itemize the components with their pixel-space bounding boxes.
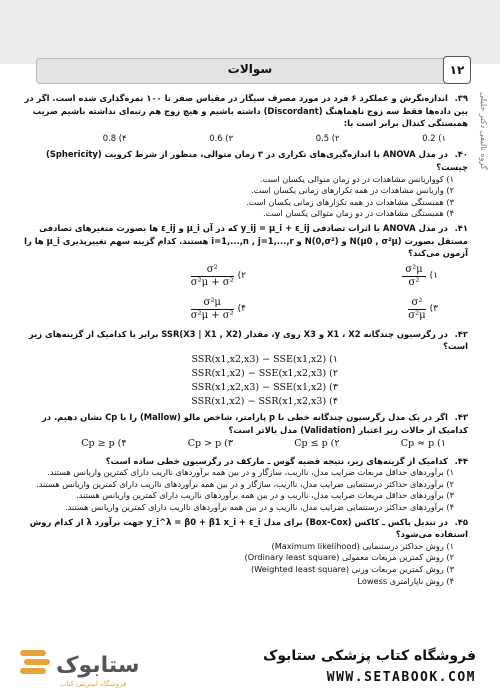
option: ۱) $\frac{\text{σ²μ}}{\text{σ²}}$ (246, 264, 438, 289)
option: ۱) SSR(x1,x2,x3) − SSE(x1,x2) (191, 353, 338, 365)
question-number: ۴۲. (454, 328, 468, 339)
question-text: در رگرسیون چندگانه X1 ، X2 و X3 روی y، مقدار SSR(X3 | X1 , X2) برابر با کدامیک از گزینه‌های زیر است؟ (28, 328, 468, 352)
option: ۳) روش کمترین مربعات وزنی (Weighted least square) (250, 564, 454, 575)
question-number: ۴۰. (454, 149, 468, 160)
fraction: $\frac{\text{σ²}}{\text{σ²μ}}$ (408, 296, 426, 321)
option: ۳) $\frac{\text{σ²}}{\text{σ²μ}}$ (408, 296, 438, 321)
option: ۲) SSR(x1,x2) − SSE(x1,x2,x3) (191, 367, 338, 379)
option: ۴) همبستگی مشاهدات در دو زمان متوالی یکسان است. (263, 208, 454, 219)
question-45 (14, 516, 468, 588)
page-footer (0, 640, 500, 700)
fraction-options (14, 260, 468, 326)
question-text: اگر در یک مدل رگرسیون چندگانه خطی با p پارامتر، شاخص مالو (Mallow) را با Cp نشان دهیم. در کدامیک از حالات زیر اعتبار (Validation) مدل بالاتر است؟ (41, 411, 468, 435)
option: ۳) همبستگی مشاهدات در همه تکرارهای زمانی یکسان است. (246, 196, 454, 207)
option: ۱) 0.2 (422, 132, 446, 143)
options-list (14, 353, 468, 409)
page-title: سوالات (227, 62, 273, 76)
setabook-logo (18, 646, 168, 686)
option: ۲) برآوردهای حداکثر درستنمایی ضرایب مدل، نااریب، سازگار و در بین همه برآوردهای نااریب دارای کمترین واریانس هستند. (36, 478, 454, 489)
fraction: $\frac{\text{σ²μ}}{\text{σ²μ + σ²}}$ (190, 296, 234, 321)
option: ۴) 0.8 (102, 132, 127, 143)
option: ۲) روش کمترین مربعات معمولی (Ordinary least square) (244, 552, 454, 563)
option: ۲) $\frac{\text{σ²}}{\text{σ²μ + σ²}}$ (190, 263, 246, 288)
question-text: در تبدیل باکس ـ کاکس (Box-Cox) برای مدل y_i^λ = β0 + β1 x_i + ε_i جهت برآورد λ از کدام روش استفاده می‌شود؟ (29, 516, 468, 540)
question-number: ۴۳. (454, 411, 468, 422)
question-43 (14, 411, 468, 453)
option: ۴) Cp ≥ p (81, 438, 127, 450)
question-number: ۴۵. (454, 516, 468, 527)
option: ۲) 0.5 (315, 132, 340, 143)
option: ۲) واریانس مشاهدات در همه تکرارهای زمانی یکسان است. (250, 185, 454, 196)
side-tab: گروه تالیفی دکتر خلیلی (479, 92, 488, 170)
options-list (14, 174, 468, 220)
question-41 (14, 222, 468, 326)
question-text: اندازه‌نگرش و عملکرد ۶ فرد در مورد مصرف سیگار در مقیاس صفر تا ۱۰۰ نمره‌گذاری شده است. اگر در بین داده‌ها فقط سه زوج ناهماهنگ (Discordant) داشته باشیم و هیچ زوج هم رتبه‌ای نداشته باشیم ضریب همبستگی کندال برابر است با: (24, 93, 468, 129)
question-40 (14, 148, 468, 220)
option: ۴) روش ناپارامتری Lowess (357, 575, 454, 586)
question-number: ۴۱. (454, 222, 468, 233)
option: ۳) Cp > p (187, 438, 233, 450)
option: ۱) روش حداکثر درستنمایی (Maximum likelihood) (271, 540, 454, 551)
option: ۱) Cp ≈ p (400, 438, 446, 450)
option: ۴) برآوردهای حداکثر درستنمایی ضرایب مدل، نااریب و در بین همه برآوردهای نااریب دارای کمترین واریانس هستند. (65, 502, 454, 513)
svg-text:ستابوک: ستابوک (56, 653, 140, 678)
page-number: ۱۲ (443, 56, 471, 84)
option: ۱) برآوردهای حداقل مربعات ضرایب مدل، نااریب، سازگار و در بین همه برآوردهای نااریب دارای کمترین واریانس هستند. (47, 467, 454, 478)
question-text: در مدل ANOVA با اثرات تصادفی y_ij = μ_i + ε_ij که در آن μ_i و ε_ij ها بصورت متغیرهای تصادفی مستقل بصورت N(μ0 , σ²μ) و N(0,σ²) و i=1,...,n , j=1,...,r هستند. کدام گزینه سهم تغییرپذیری μ_i ها را آزمون می‌کند؟ (24, 222, 468, 259)
option: ۱) کوواریانس مشاهدات در دو زمان متوالی یکسان است. (259, 173, 454, 184)
option: ۴) SSR(x1,x2) − SSR(x1,x2,x3) (191, 395, 338, 407)
store-url[interactable]: WWW.SETABOOK.COM (326, 670, 476, 685)
page-header (36, 58, 464, 84)
question-number: ۳۹. (454, 93, 468, 103)
fraction: $\frac{\text{σ²}}{\text{σ²μ + σ²}}$ (190, 263, 234, 288)
question-text: کدامیک از گزینه‌های زیر، نتیجه قضیه گوس ـ مارکف در رگرسیون خطی ساده است؟ (105, 455, 448, 466)
question-44 (14, 455, 468, 514)
question-number: ۴۴. (454, 455, 468, 466)
top-margin (0, 0, 500, 64)
option: ۳) برآوردهای حداقل مربعات ضرایب مدل، نااریب و در بین همه برآوردهای نااریب دارای کمترین واریانس هستند. (76, 490, 454, 501)
questions-list (14, 92, 468, 589)
question-39 (14, 92, 468, 146)
option: ۳) SSR(x1,x2,x3) − SSE(x1,x2) (191, 381, 338, 393)
options-row (14, 436, 468, 453)
logo-caption: فروشگاه اینترنتی کتاب (59, 680, 127, 688)
option: ۴) $\frac{\text{σ²μ}}{\text{σ²μ + σ²}}$ (190, 296, 246, 321)
options-list (14, 467, 468, 513)
option: ۳) 0.6 (209, 132, 233, 143)
question-text: در مدل ANOVA با اندازه‌گیری‌های تکراری در ۳ زمان متوالی، منظور از شرط کرویت (Sphericity) چیست؟ (46, 149, 468, 172)
logo-icon (18, 646, 168, 680)
store-title: فروشگاه کتاب پزشکی ستابوک (263, 648, 476, 664)
option: ۲) Cp ≤ p (294, 438, 340, 450)
options-list (14, 541, 468, 587)
question-42 (14, 328, 468, 409)
options-row (14, 130, 468, 147)
fraction: $\frac{\text{σ²μ}}{\text{σ²}}$ (402, 264, 425, 289)
